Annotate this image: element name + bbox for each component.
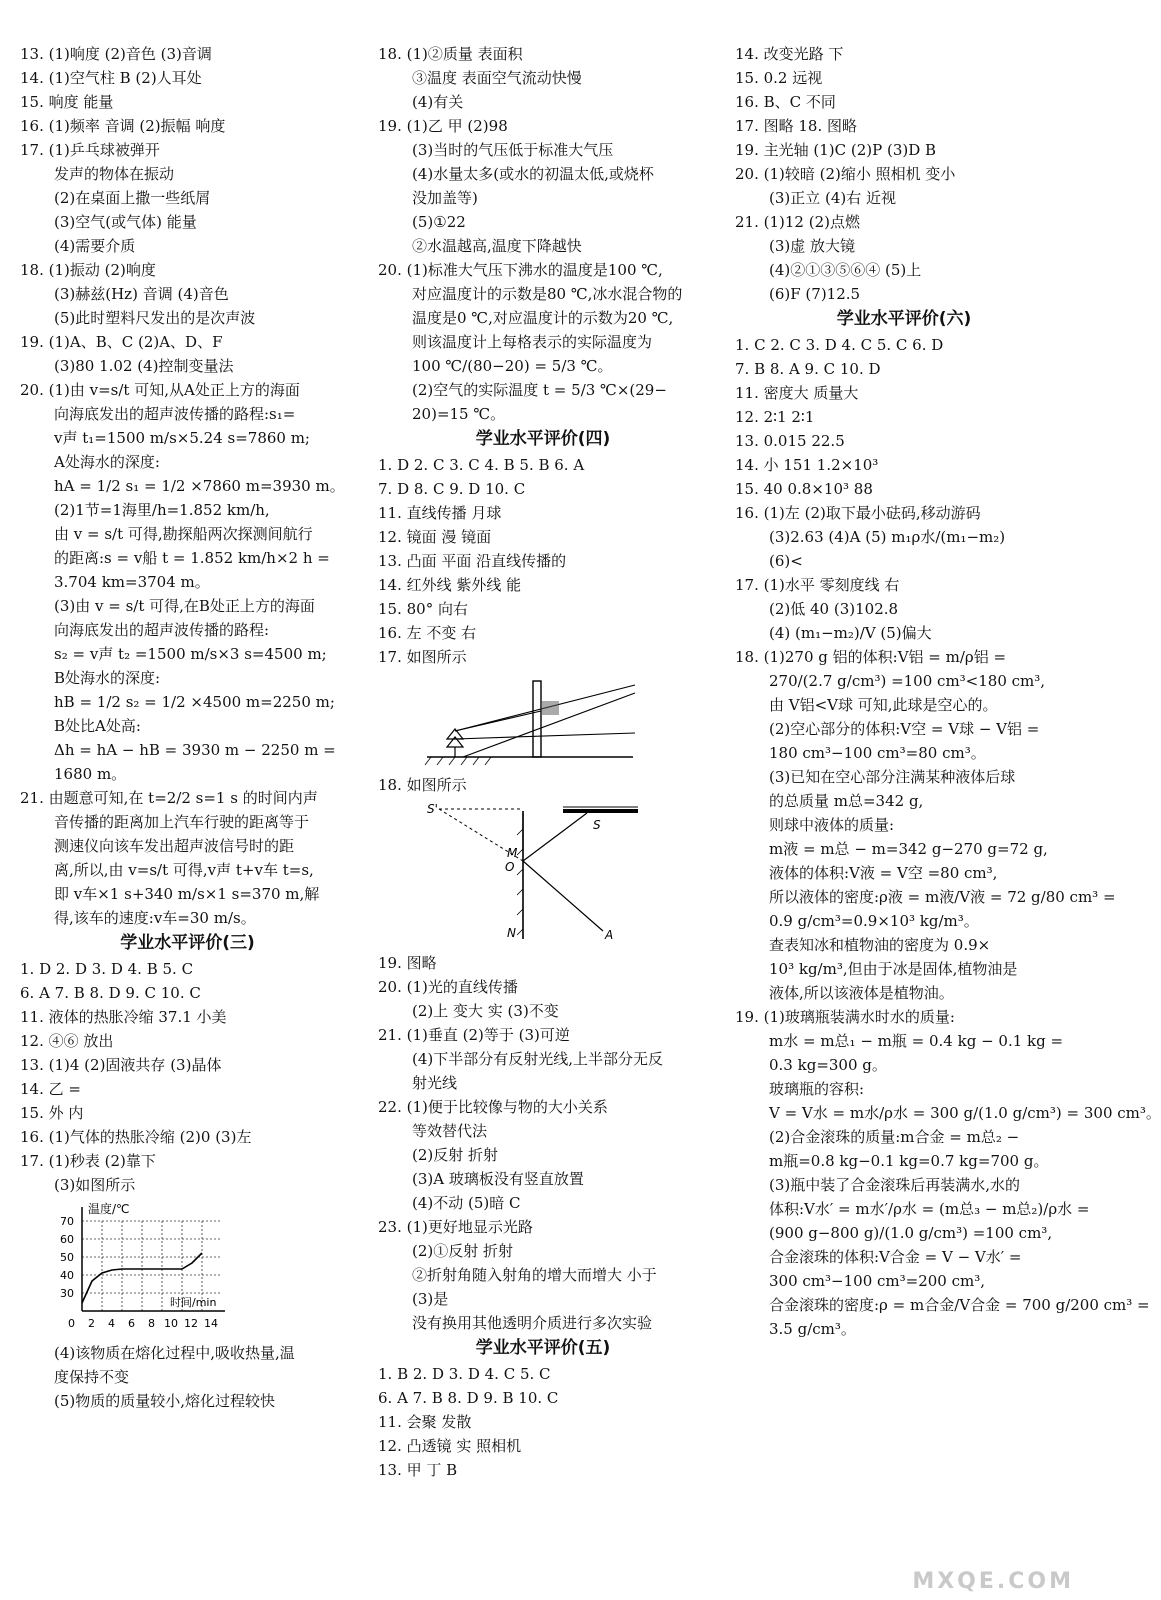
answer-line: B处比A处高:: [54, 717, 141, 735]
answer-line: 由 v = s/t 可得,勘探船两次探测间航行: [54, 525, 313, 543]
answer-line: m瓶=0.8 kg−0.1 kg=0.7 kg=700 g。: [769, 1152, 1049, 1170]
answer-line: v声 t₁=1500 m/s×5.24 s=7860 m;: [54, 429, 310, 447]
answer-line: 16. 左 不变 右: [378, 624, 477, 642]
answer-line: (5)物质的质量较小,熔化过程较快: [54, 1392, 276, 1410]
answer-line: 22. (1)便于比较像与物的大小关系: [378, 1098, 608, 1116]
answer-line: (2)1节=1海里/h=1.852 km/h,: [54, 501, 270, 519]
answer-line: (2)①反射 折射: [412, 1242, 514, 1260]
answer-line: 体积:V水′ = m水′/ρ水 = (m总₃ − m总₂)/ρ水 =: [769, 1200, 1090, 1218]
answer-line: 13. (1)响度 (2)音色 (3)音调: [20, 45, 212, 63]
answer-line: (3)2.63 (4)A (5) m₁ρ水/(m₁−m₂): [769, 528, 1006, 546]
answer-line: (5)①22: [412, 213, 466, 231]
answer-line: 18. 如图所示: [378, 776, 467, 794]
answer-line: 6. A 7. B 8. D 9. B 10. C: [378, 1389, 559, 1407]
answer-block-2: [378, 42, 708, 426]
answer-line: 没加盖等): [412, 189, 478, 207]
answer-line: (2)反射 折射: [412, 1146, 499, 1164]
answer-block-1b: [20, 930, 355, 1197]
x-axis-label: 时间/min: [170, 1296, 217, 1309]
answer-line: (4)②①③⑤⑥④ (5)上: [769, 261, 922, 279]
answer-line: m水 = m总₁ − m瓶 = 0.4 kg − 0.1 kg =: [769, 1032, 1064, 1050]
answer-line: V = V水 = m水/ρ水 = 300 g/(1.0 g/cm³) = 300 cm³。: [769, 1104, 1161, 1122]
answer-line: (4)水量太多(或水的初温太低,或烧杯: [412, 165, 654, 183]
answer-line: 离,所以,由 v=s/t 可得,v声 t+v车 t=s,: [54, 861, 314, 879]
answer-line: B处海水的深度:: [54, 669, 161, 687]
answer-line: 的总质量 m总=342 g,: [769, 792, 924, 810]
answer-line: 18. (1)振动 (2)响度: [20, 261, 156, 279]
reflection-diagram-1: [403, 671, 703, 771]
answer-column-2: [378, 42, 708, 1482]
answer-line: (3)已知在空心部分注满某种液体后球: [769, 768, 1016, 786]
answer-line: 21. (1)垂直 (2)等于 (3)可逆: [378, 1026, 570, 1044]
answer-line: 18. (1)②质量 表面积: [378, 45, 523, 63]
answer-block-3: [735, 42, 1161, 1341]
y-tick: 60: [60, 1233, 74, 1246]
answer-line: (6)<: [769, 552, 803, 570]
answer-line: 0.3 kg=300 g。: [769, 1056, 887, 1074]
answer-column-3: [735, 42, 1161, 1341]
answer-line: (2)空气的实际温度 t = 5/3 ℃×(29−: [412, 381, 667, 399]
answer-line: 1. D 2. D 3. D 4. B 5. C: [20, 960, 194, 978]
answer-line: 12. ④⑥ 放出: [20, 1032, 114, 1050]
answer-line: hA = 1/2 s₁ = 1/2 ×7860 m=3930 m。: [54, 477, 345, 495]
answer-line: (4)需要介质: [54, 237, 136, 255]
answer-line: (4)不动 (5)暗 C: [412, 1194, 521, 1212]
answer-block-2d: [378, 951, 708, 1482]
answer-line: 1. C 2. C 3. D 4. C 5. C 6. D: [735, 336, 944, 354]
answer-line: 18. (1)270 g 铝的体积:V铝 = m/ρ铝 =: [735, 648, 1007, 666]
answer-line: 17. (1)秒表 (2)靠下: [20, 1152, 156, 1170]
section-heading: 学业水平评价(四): [475, 429, 611, 449]
answer-line: 100 ℃/(80−20) = 5/3 ℃。: [412, 357, 613, 375]
answer-line: 度保持不变: [54, 1368, 130, 1386]
answer-column-1: [20, 42, 355, 1413]
answer-line: 20. (1)标准大气压下沸水的温度是100 ℃,: [378, 261, 663, 279]
answer-line: 合金滚珠的体积:V合金 = V − V水′ =: [769, 1248, 1022, 1266]
answer-line: 14. 乙 =: [20, 1080, 81, 1098]
answer-line: 16. (1)频率 音调 (2)振幅 响度: [20, 117, 226, 135]
answer-line: 180 cm³−100 cm³=80 cm³。: [769, 744, 986, 762]
answer-line: (2)空心部分的体积:V空 = V球 − V铝 =: [769, 720, 1040, 738]
answer-line: (3)是: [412, 1290, 449, 1308]
answer-line: 11. 液体的热胀冷缩 37.1 小美: [20, 1008, 227, 1026]
answer-line: 20)=15 ℃。: [412, 405, 506, 423]
answer-line: 向海底发出的超声波传播的路程:s₁=: [54, 405, 296, 423]
answer-line: 对应温度计的示数是80 ℃,冰水混合物的: [412, 285, 683, 303]
label-s-prime: S': [427, 802, 438, 816]
answer-line: s₂ = v声 t₂ =1500 m/s×3 s=4500 m;: [54, 645, 327, 663]
x-tick: 4: [108, 1317, 115, 1330]
answer-line: 13. 甲 丁 B: [378, 1461, 458, 1479]
answer-line: 20. (1)由 v=s/t 可知,从A处正上方的海面: [20, 381, 300, 399]
answer-line: (3)瓶中装了合金滚珠后再装满水,水的: [769, 1176, 1021, 1194]
answer-line: 11. 密度大 质量大: [735, 384, 859, 402]
answer-line: 10³ kg/m³,但由于冰是固体,植物油是: [769, 960, 1018, 978]
answer-line: 液体的体积:V液 = V空 =80 cm³,: [769, 864, 998, 882]
answer-line: 270/(2.7 g/cm³) =100 cm³<180 cm³,: [769, 672, 1046, 690]
answer-line: 17. 图略 18. 图略: [735, 117, 858, 135]
answer-line: 12. 镜面 漫 镜面: [378, 528, 492, 546]
answer-block-2c: [378, 773, 708, 797]
answer-line: (2)合金滚珠的质量:m合金 = m总₂ −: [769, 1128, 1020, 1146]
answer-line: 19. 图略: [378, 954, 437, 972]
answer-line: 20. (1)光的直线传播: [378, 978, 518, 996]
y-tick: 70: [60, 1215, 74, 1228]
answer-line: 15. 外 内: [20, 1104, 84, 1122]
answer-line: 13. 0.015 22.5: [735, 432, 845, 450]
answer-line: 15. 响度 能量: [20, 93, 114, 111]
answer-line: 16. (1)气体的热胀冷缩 (2)0 (3)左: [20, 1128, 252, 1146]
answer-line: hB = 1/2 s₂ = 1/2 ×4500 m=2250 m;: [54, 693, 335, 711]
answer-line: 14. 小 151 1.2×10³: [735, 456, 879, 474]
answer-line: 测速仪向该车发出超声波信号时的距: [54, 837, 295, 855]
section-heading: 学业水平评价(六): [836, 309, 972, 329]
answer-line: 16. (1)左 (2)取下最小砝码,移动游码: [735, 504, 981, 522]
answer-line: 合金滚珠的密度:ρ = m合金/V合金 = 700 g/200 cm³ =: [769, 1296, 1150, 1314]
answer-line: (5)此时塑料尺发出的是次声波: [54, 309, 256, 327]
answer-line: 13. (1)4 (2)固液共存 (3)晶体: [20, 1056, 222, 1074]
x-tick: 6: [128, 1317, 135, 1330]
answer-line: 查表知冰和植物油的密度为 0.9×: [769, 936, 991, 954]
answer-line: (3)A 玻璃板没有竖直放置: [412, 1170, 584, 1188]
answer-line: 音传播的距离加上汽车行驶的距离等于: [54, 813, 310, 831]
answer-line: (3)如图所示: [54, 1176, 136, 1194]
answer-line: 即 v车×1 s+340 m/s×1 s=370 m,解: [54, 885, 320, 903]
answer-line: 12. 凸透镜 实 照相机: [378, 1437, 522, 1455]
answer-line: 温度是0 ℃,对应温度计的示数为20 ℃,: [412, 309, 674, 327]
answer-line: 3.5 g/cm³。: [769, 1320, 856, 1338]
answer-line: (4)有关: [412, 93, 464, 111]
answer-line: ②折射角随入射角的增大而增大 小于: [412, 1266, 657, 1284]
x-tick: 10: [164, 1317, 178, 1330]
answer-line: 的距离:s = v船 t = 1.852 km/h×2 h =: [54, 549, 330, 567]
answer-line: (3)当时的气压低于标准大气压: [412, 141, 614, 159]
y-tick: 30: [60, 1287, 74, 1300]
answer-line: (4) (m₁−m₂)/V (5)偏大: [769, 624, 932, 642]
label-o: O: [505, 860, 515, 874]
answer-line: (3)由 v = s/t 可得,在B处正上方的海面: [54, 597, 315, 615]
answer-line: 300 cm³−100 cm³=200 cm³,: [769, 1272, 986, 1290]
temperature-time-graph: [20, 1199, 230, 1339]
answer-line: (2)上 变大 实 (3)不变: [412, 1002, 559, 1020]
answer-line: 20. (1)较暗 (2)缩小 照相机 变小: [735, 165, 956, 183]
answer-block-1c: [20, 1341, 355, 1413]
answer-line: 3.704 km=3704 m。: [54, 573, 210, 591]
reflection-diagram-2: [403, 799, 703, 949]
x-tick: 0: [68, 1317, 75, 1330]
answer-line: (2)在桌面上撒一些纸屑: [54, 189, 211, 207]
answer-line: 玻璃瓶的容积:: [769, 1080, 865, 1098]
answer-line: (6)F (7)12.5: [769, 285, 861, 303]
answer-line: 0.9 g/cm³=0.9×10³ kg/m³。: [769, 912, 979, 930]
answer-line: (3)赫兹(Hz) 音调 (4)音色: [54, 285, 229, 303]
answer-line: 则球中液体的质量:: [769, 816, 895, 834]
answer-line: 14. 红外线 紫外线 能: [378, 576, 522, 594]
x-tick: 12: [184, 1317, 198, 1330]
label-m: M: [507, 846, 518, 860]
answer-line: 19. (1)A、B、C (2)A、D、F: [20, 333, 223, 351]
answer-line: 17. 如图所示: [378, 648, 467, 666]
answer-line: 19. (1)乙 甲 (2)98: [378, 117, 508, 135]
answer-line: 16. B、C 不同: [735, 93, 836, 111]
answer-line: 7. D 8. C 9. D 10. C: [378, 480, 526, 498]
answer-line: A处海水的深度:: [54, 453, 160, 471]
answer-line: m液 = m总 − m=342 g−270 g=72 g,: [769, 840, 1048, 858]
answer-line: 1. B 2. D 3. D 4. C 5. C: [378, 1365, 551, 1383]
answer-line: 6. A 7. B 8. D 9. C 10. C: [20, 984, 201, 1002]
answer-line: 21. 由题意可知,在 t=2/2 s=1 s 的时间内声: [20, 789, 318, 807]
answer-line: 11. 直线传播 月球: [378, 504, 502, 522]
x-tick: 14: [204, 1317, 218, 1330]
answer-line: (3)80 1.02 (4)控制变量法: [54, 357, 234, 375]
answer-line: Δh = hA − hB = 3930 m − 2250 m =: [54, 741, 336, 759]
answer-line: 由 V铝<V球 可知,此球是空心的。: [769, 696, 998, 714]
answer-line: (4)下半部分有反射光线,上半部分无反: [412, 1050, 664, 1068]
y-tick: 50: [60, 1251, 74, 1264]
answer-line: (3)空气(或气体) 能量: [54, 213, 197, 231]
answer-line: 21. (1)12 (2)点燃: [735, 213, 860, 231]
section-heading: 学业水平评价(三): [120, 933, 255, 953]
answer-line: 7. B 8. A 9. C 10. D: [735, 360, 881, 378]
answer-line: 1. D 2. C 3. C 4. B 5. B 6. A: [378, 456, 585, 474]
y-axis-label: 温度/℃: [88, 1202, 130, 1216]
answer-line: 得,该车的速度:v车=30 m/s。: [54, 909, 256, 927]
answer-line: ③温度 表面空气流动快慢: [412, 69, 582, 87]
answer-line: 17. (1)水平 零刻度线 右: [735, 576, 900, 594]
answer-line: (2)低 40 (3)102.8: [769, 600, 899, 618]
answer-line: 15. 0.2 远视: [735, 69, 823, 87]
answer-line: 14. 改变光路 下: [735, 45, 844, 63]
label-n: N: [507, 926, 516, 940]
answer-line: 等效替代法: [412, 1122, 488, 1140]
answer-line: 12. 2∶1 2∶1: [735, 408, 815, 426]
answer-line: 19. (1)玻璃瓶装满水时水的质量:: [735, 1008, 955, 1026]
answer-line: (3)正立 (4)右 近视: [769, 189, 897, 207]
answer-line: 1680 m。: [54, 765, 127, 783]
answer-line: 向海底发出的超声波传播的路程:: [54, 621, 270, 639]
x-tick: 8: [148, 1317, 155, 1330]
x-tick: 2: [88, 1317, 95, 1330]
answer-line: 19. 主光轴 (1)C (2)P (3)D B: [735, 141, 937, 159]
answer-line: (3)虚 放大镜: [769, 237, 856, 255]
answer-line: 15. 80° 向右: [378, 600, 468, 618]
answer-line: 发声的物体在振动: [54, 165, 175, 183]
answer-line: (900 g−800 g)/(1.0 g/cm³) =100 cm³,: [769, 1224, 1053, 1242]
answer-line: 14. (1)空气柱 B (2)人耳处: [20, 69, 202, 87]
label-a: A: [605, 928, 614, 942]
label-s: S: [593, 818, 601, 832]
answer-line: 23. (1)更好地显示光路: [378, 1218, 533, 1236]
watermark: MXQE.COM: [912, 1569, 1074, 1594]
y-tick: 40: [60, 1269, 74, 1282]
answer-line: 射光线: [412, 1074, 458, 1092]
answer-line: 没有换用其他透明介质进行多次实验: [412, 1314, 653, 1332]
answer-line: 15. 40 0.8×10³ 88: [735, 480, 873, 498]
answer-block-2b: [378, 426, 708, 669]
answer-line: 则该温度计上每格表示的实际温度为: [412, 333, 653, 351]
section-heading: 学业水平评价(五): [475, 1338, 611, 1358]
answer-line: 所以液体的密度:ρ液 = m液/V液 = 72 g/80 cm³ =: [769, 888, 1116, 906]
answer-line: 11. 会聚 发散: [378, 1413, 472, 1431]
answer-line: 液体,所以该液体是植物油。: [769, 984, 954, 1002]
answer-line: 17. (1)乒乓球被弹开: [20, 141, 160, 159]
answer-line: ②水温越高,温度下降越快: [412, 237, 582, 255]
answer-block-1: [20, 42, 355, 930]
answer-line: (4)该物质在熔化过程中,吸收热量,温: [54, 1344, 295, 1362]
answer-line: 13. 凸面 平面 沿直线传播的: [378, 552, 567, 570]
